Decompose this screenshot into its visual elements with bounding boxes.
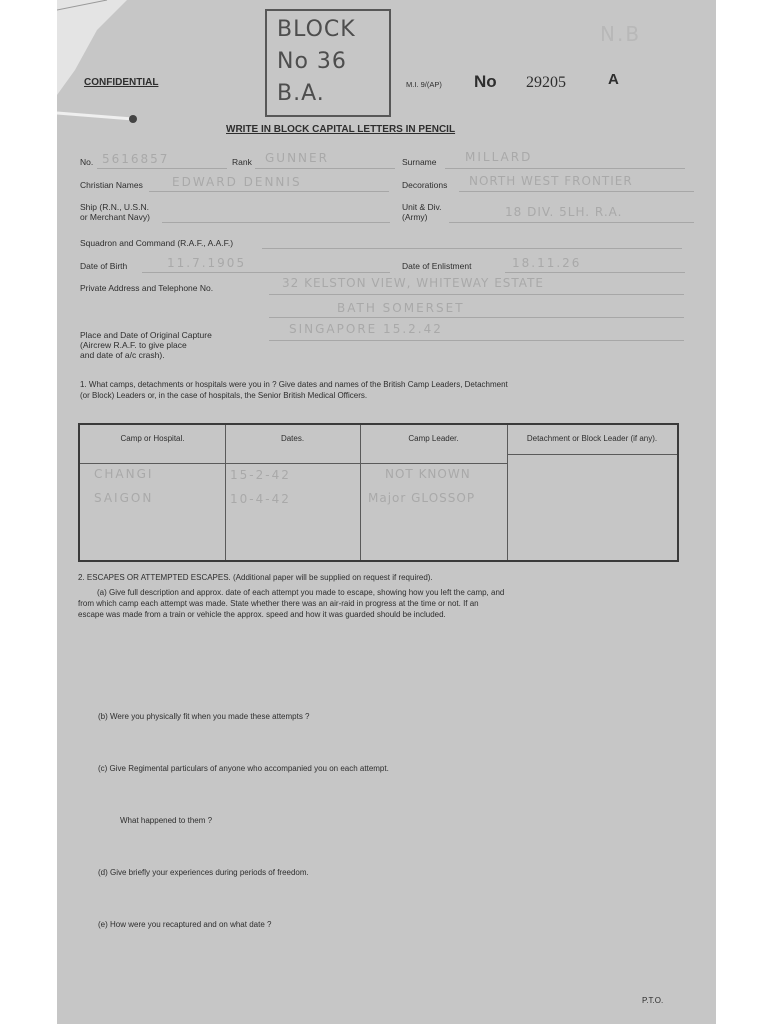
- pto-label: P.T.O.: [642, 996, 664, 1005]
- table-cell-camp: SAIGON: [94, 491, 154, 505]
- address-value-2: BATH SOMERSET: [337, 301, 465, 315]
- column-header-dates: Dates.: [225, 425, 360, 464]
- table-cell-dates: 10-4-42: [230, 492, 291, 506]
- ship-label-1: Ship (R.N., U.S.N.: [80, 202, 149, 212]
- capture-label-2: (Aircrew R.A.F. to give place: [80, 340, 187, 350]
- question-2a-line-2: from which camp each attempt was made. State whether there was an air-raid in progress at the time or not. If an: [78, 599, 479, 608]
- form-reference: M.I. 9/(AP): [406, 80, 442, 89]
- question-1-line-2: (or Block) Leaders or, in the case of hospitals, the Senior British Medical Officers.: [80, 391, 368, 400]
- question-2c: (c) Give Regimental particulars of anyone who accompanied you on each attempt.: [98, 764, 389, 773]
- capture-label-3: and date of a/c crash).: [80, 350, 165, 360]
- unit-label-2: (Army): [402, 212, 428, 222]
- decorations-value: NORTH WEST FRONTIER: [469, 174, 633, 188]
- no-label: No.: [80, 157, 94, 167]
- unit-label-1: Unit & Div.: [402, 202, 442, 212]
- dob-value: 11.7.1905: [167, 256, 247, 270]
- capture-label-1: Place and Date of Original Capture: [80, 330, 212, 340]
- table-cell-dates: 15-2-42: [230, 468, 291, 482]
- stamp-line-2: No 36: [277, 49, 347, 74]
- decorations-label: Decorations: [402, 180, 448, 190]
- form-heading: WRITE IN BLOCK CAPITAL LETTERS IN PENCIL: [226, 124, 456, 135]
- dob-label: Date of Birth: [80, 261, 128, 271]
- question-2-heading: 2. ESCAPES OR ATTEMPTED ESCAPES. (Additional paper will be supplied on request if required).: [78, 573, 433, 582]
- block-stamp: [265, 9, 391, 117]
- question-2e: (e) How were you recaptured and on what date ?: [98, 920, 272, 929]
- christian-names-label: Christian Names: [80, 180, 143, 190]
- table-cell-leader: Major GLOSSOP: [368, 491, 476, 505]
- question-2a-line-3: escape was made from a train or vehicle the approx. speed and how it was guarded should be included.: [78, 610, 446, 619]
- rank-value: GUNNER: [265, 151, 329, 165]
- address-label: Private Address and Telephone No.: [80, 283, 214, 293]
- rank-label: Rank: [232, 157, 252, 167]
- ship-label-2: or Merchant Navy): [80, 212, 150, 222]
- enlistment-value: 18.11.26: [512, 256, 582, 270]
- number-suffix: A: [608, 71, 619, 88]
- surname-value: MILLARD: [465, 150, 533, 164]
- column-header-camp-leader: Camp Leader.: [360, 425, 507, 464]
- form-page: [57, 0, 716, 1024]
- number-label: No: [474, 72, 497, 91]
- column-header-camp: Camp or Hospital.: [80, 425, 225, 464]
- corner-initials: N.B: [600, 22, 642, 46]
- service-number-value: 5616857: [102, 152, 170, 166]
- table-cell-camp: CHANGI: [94, 467, 154, 481]
- question-2d: (d) Give briefly your experiences during periods of freedom.: [98, 868, 309, 877]
- tag-string: [57, 110, 137, 124]
- squadron-label: Squadron and Command (R.A.F., A.A.F.): [80, 238, 234, 248]
- confidential-label: CONFIDENTIAL: [84, 77, 159, 88]
- form-number: 29205: [526, 74, 566, 91]
- christian-names-value: EDWARD DENNIS: [172, 175, 302, 189]
- stamp-line-1: BLOCK: [277, 17, 356, 42]
- question-1-line-1: 1. What camps, detachments or hospitals were you in ? Give dates and names of the British Camp Leaders, Detachment: [80, 380, 508, 389]
- question-2b: (b) Were you physically fit when you made these attempts ?: [98, 712, 310, 721]
- camps-table: [78, 423, 679, 562]
- column-header-detachment: Detachment or Block Leader (if any).: [507, 425, 677, 455]
- table-cell-leader: NOT KNOWN: [385, 467, 471, 481]
- stamp-line-3: B.A.: [277, 81, 325, 106]
- enlistment-label: Date of Enlistment: [402, 261, 472, 271]
- capture-value: SINGAPORE 15.2.42: [289, 322, 443, 336]
- surname-label: Surname: [402, 157, 437, 167]
- question-2a-line-1: (a) Give full description and approx. date of each attempt you made to escape, showing how you left the camp, and: [97, 588, 505, 597]
- question-2c-sub: What happened to them ?: [120, 816, 213, 825]
- unit-value: 18 DIV. 5LH. R.A.: [505, 205, 623, 219]
- address-value-1: 32 KELSTON VIEW, WHITEWAY ESTATE: [282, 276, 544, 290]
